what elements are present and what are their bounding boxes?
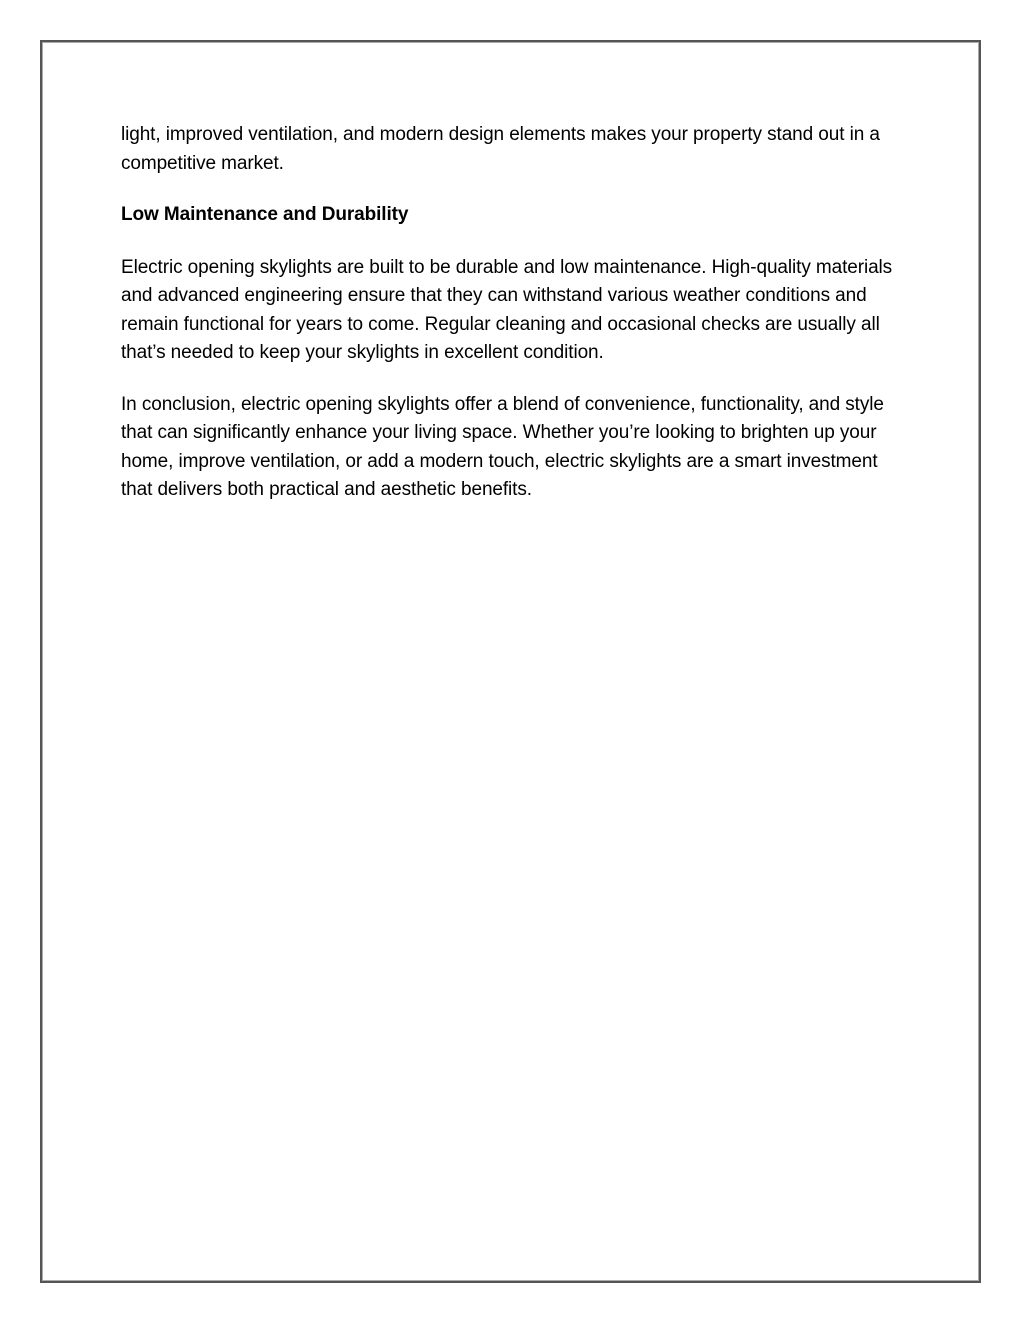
paragraph-conclusion: In conclusion, electric opening skylights offer a blend of convenience, functionality, and style that can significantly enhance your living space. Whether you’re looking to brighten up your home, improve ventilation, or add a modern touch, electric skylights are a smart investment that delivers both practical and aesthetic benefits. — [121, 393, 884, 500]
section-heading-maintenance: Low Maintenance and Durability — [121, 204, 409, 225]
document-body — [121, 121, 911, 528]
paragraph-intro-continued: light, improved ventilation, and modern design elements makes your property stand out in a competitive market. — [121, 124, 880, 174]
paragraph-maintenance: Electric opening skylights are built to be durable and low maintenance. High-quality materials and advanced engineering ensure that they can withstand various weather conditions and remain functional for years to come. Regular cleaning and occasional checks are usually all that’s needed to keep your skylights in excellent condition. — [121, 256, 893, 363]
